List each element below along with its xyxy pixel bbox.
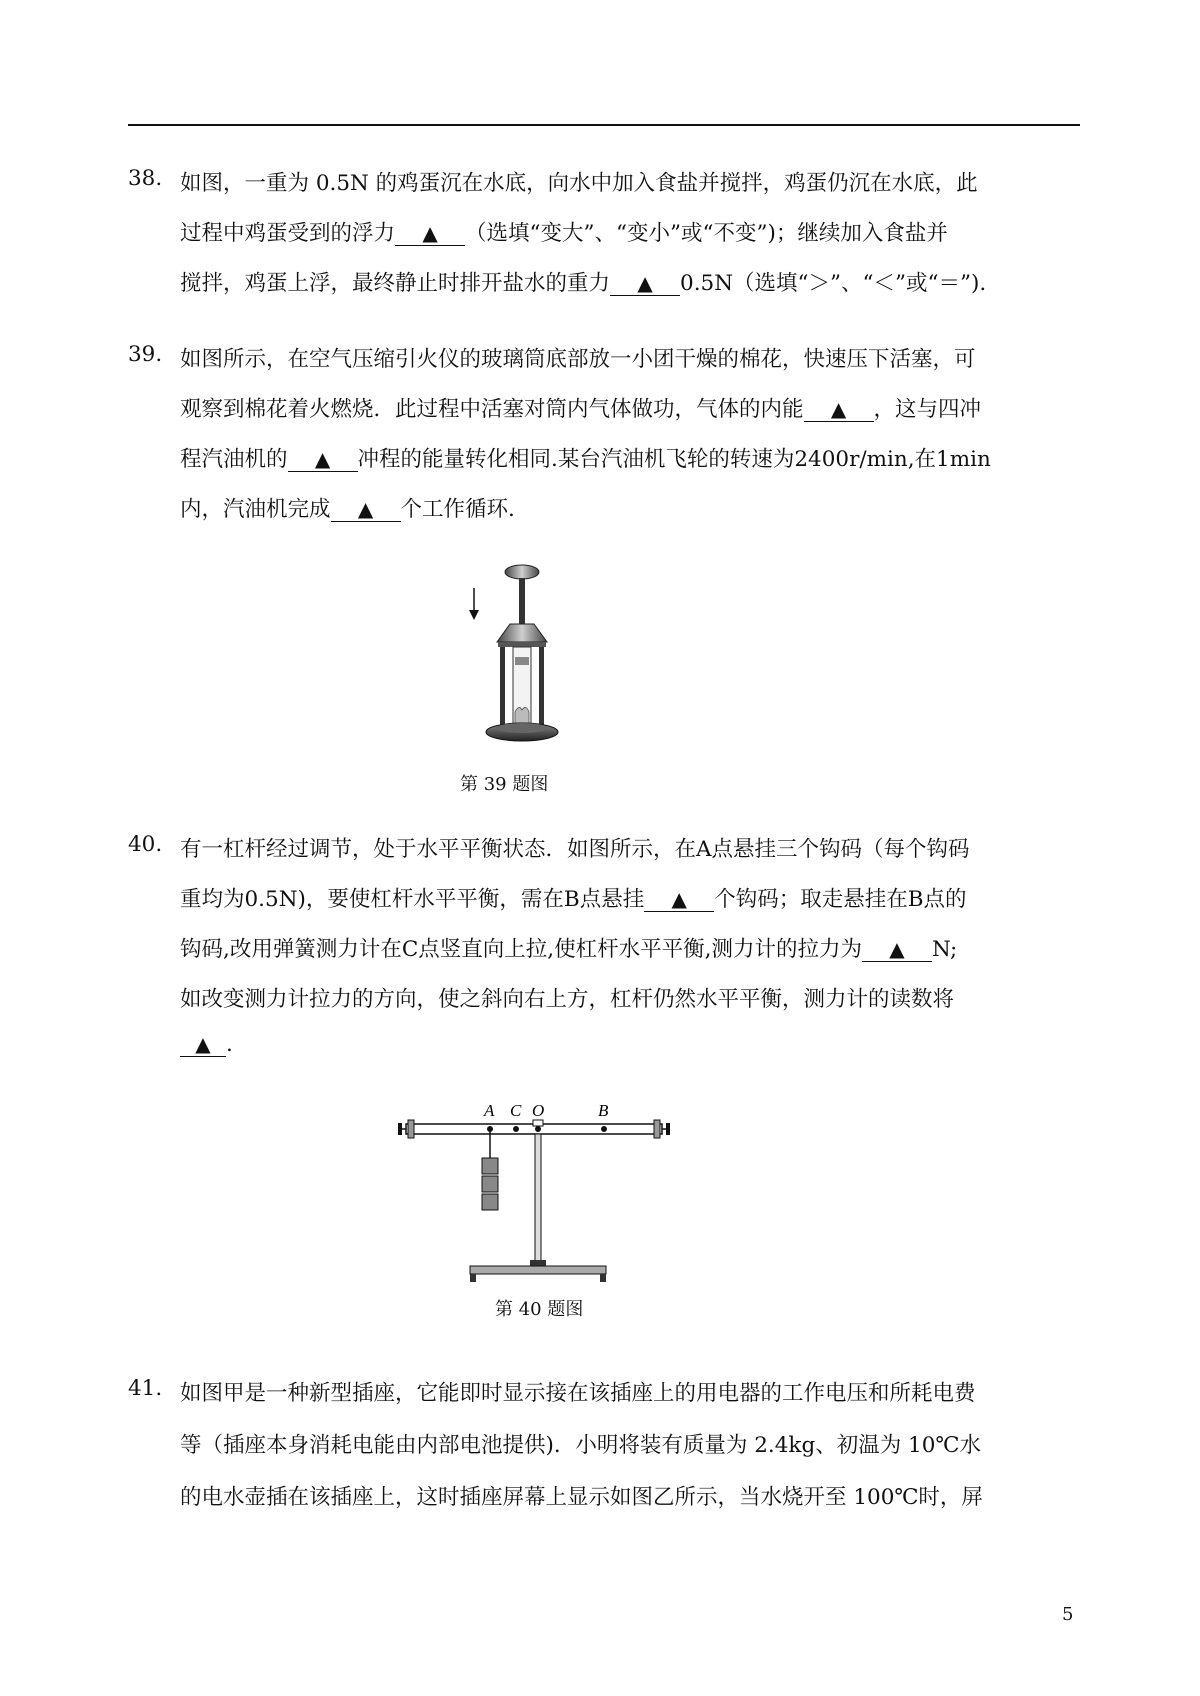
question-text: 如图甲是一种新型插座，它能即时显示接在该插座上的用电器的工作电压和所耗电费 xyxy=(180,1381,976,1406)
question-text: 个工作循环. xyxy=(400,497,515,522)
question-text: 个钩码；取走悬挂在B点的 xyxy=(714,887,967,912)
fig39-igniter-diagram xyxy=(462,562,572,762)
question-number: 40. xyxy=(128,832,163,857)
question-text: 钩码,改用弹簧测力计在C点竖直向上拉,使杠杆水平平衡,测力计的拉力为 xyxy=(180,937,862,962)
label-a: A xyxy=(484,1101,495,1120)
question-number: 41. xyxy=(128,1376,163,1401)
answer-blank[interactable] xyxy=(288,449,358,472)
question-text: 过程中鸡蛋受到的浮力 xyxy=(180,221,396,246)
triangle-icon: ▲ xyxy=(422,221,438,245)
question-text: ，这与四冲 xyxy=(873,397,982,422)
fig40-caption: 第 40 题图 xyxy=(495,1299,584,1320)
answer-blank[interactable] xyxy=(610,273,680,296)
question-text: 等（插座本身消耗电能由内部电池提供)．小明将装有质量为 2.4kg、初温为 10℃水 xyxy=(180,1433,981,1458)
question-text: N; xyxy=(931,937,958,962)
fig39-caption: 第 39 题图 xyxy=(460,774,549,795)
hook-weight xyxy=(482,1176,498,1192)
triangle-icon: ▲ xyxy=(195,1032,211,1056)
question-text: （选填“变大”、“变小”或“不变”)；继续加入食盐并 xyxy=(465,221,948,246)
triangle-icon: ▲ xyxy=(830,397,847,421)
question-text: 如图所示，在空气压缩引火仪的玻璃筒底部放一小团干燥的棉花，快速压下活塞，可 xyxy=(180,347,976,372)
question-text: 重均为0.5N)，要使杠杆水平平衡，需在B点悬挂 xyxy=(180,887,645,912)
answer-blank[interactable] xyxy=(644,889,714,912)
answer-blank[interactable] xyxy=(395,223,465,246)
answer-blank[interactable] xyxy=(862,939,932,962)
answer-blank[interactable] xyxy=(180,1034,226,1057)
fig40-lever-diagram xyxy=(398,1094,678,1284)
question-text: 冲程的能量转化相同.某台汽油机飞轮的转速为2400r/min,在1min xyxy=(357,447,991,472)
question-text: 如改变测力计拉力的方向，使之斜向右上方，杠杆仍然水平平衡，测力计的读数将 xyxy=(180,987,955,1012)
question-number: 38. xyxy=(128,166,163,191)
question-text: 如图，一重为 0.5N 的鸡蛋沉在水底，向水中加入食盐并搅拌，鸡蛋仍沉在水底，此 xyxy=(180,171,978,196)
triangle-icon: ▲ xyxy=(314,447,331,471)
hook-weight xyxy=(482,1194,498,1210)
page-number: 5 xyxy=(1062,1604,1074,1625)
question-text: . xyxy=(226,1032,233,1057)
answer-blank[interactable] xyxy=(331,499,401,522)
question-text: 的电水壶插在该插座上，这时插座屏幕上显示如图乙所示，当水烧开至 100℃时，屏 xyxy=(180,1485,983,1510)
label-b: B xyxy=(598,1101,609,1120)
label-c: C xyxy=(510,1101,522,1120)
question-text: 程汽油机的 xyxy=(180,447,288,472)
triangle-icon: ▲ xyxy=(357,497,374,521)
question-text: 内，汽油机完成 xyxy=(180,497,331,522)
question-text: 观察到棉花着火燃烧．此过程中活塞对筒内气体做功，气体的内能 xyxy=(180,397,804,422)
question-text: 有一杠杆经过调节，处于水平平衡状态．如图所示，在A点悬挂三个钩码（每个钩码 xyxy=(180,837,970,862)
point-c xyxy=(513,1126,519,1132)
answer-blank[interactable] xyxy=(804,399,874,422)
question-text: 0.5N（选填“＞”、“＜”或“＝”). xyxy=(680,271,987,296)
label-o: O xyxy=(532,1101,545,1120)
point-b xyxy=(601,1126,607,1132)
question-text: 搅拌，鸡蛋上浮，最终静止时排开盐水的重力 xyxy=(180,271,611,296)
triangle-icon: ▲ xyxy=(889,937,905,961)
triangle-icon: ▲ xyxy=(671,887,687,911)
header-rule xyxy=(128,124,1080,126)
triangle-icon: ▲ xyxy=(637,271,653,295)
point-a xyxy=(487,1126,493,1132)
hook-weight xyxy=(482,1158,498,1174)
point-o xyxy=(535,1126,541,1132)
question-number: 39. xyxy=(128,342,163,367)
